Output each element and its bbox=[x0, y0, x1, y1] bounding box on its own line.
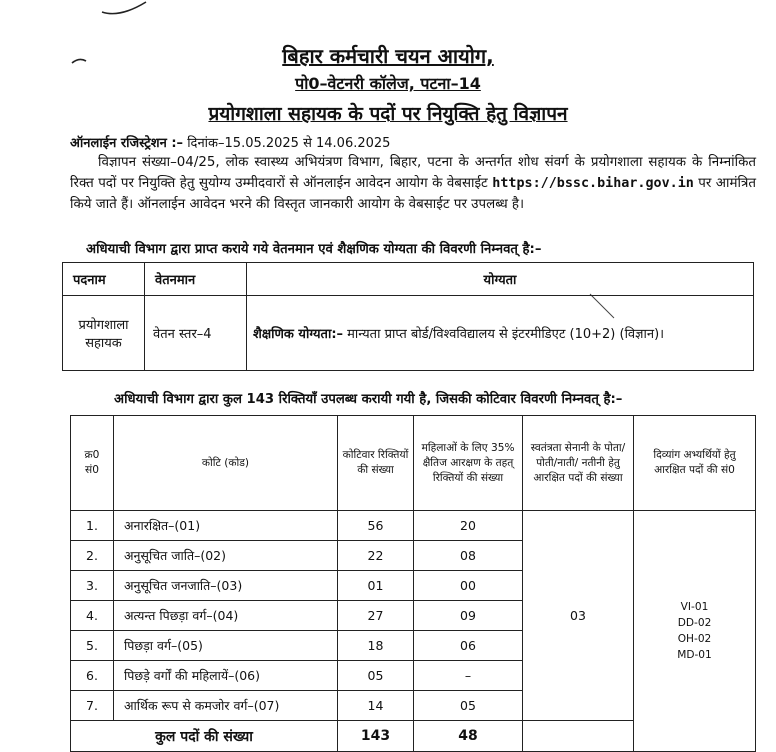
registration-label: ऑनलाईन रजिस्ट्रेशन :– bbox=[70, 136, 184, 151]
intro-text-part2: पर आमंत्रित किये जाते हैं। ऑनलाईन आवेदन भरने की विस्तृत जानकारी आयोग के वेबसाईट पर उपलब्ध है। bbox=[70, 176, 756, 212]
row-sno: 7. bbox=[71, 691, 114, 721]
header-sno bbox=[71, 416, 114, 511]
divyang-md: MD-01 bbox=[677, 649, 712, 661]
qualification-row bbox=[63, 296, 754, 371]
qualification-table bbox=[62, 262, 754, 371]
row-vacancies: 22 bbox=[338, 541, 414, 571]
row-category: अनारक्षित–(01) bbox=[114, 511, 338, 541]
row-sno: 6. bbox=[71, 661, 114, 691]
divyang-oh: OH-02 bbox=[677, 633, 712, 645]
vacancy-table bbox=[70, 415, 756, 752]
row-women: 08 bbox=[414, 541, 523, 571]
qualification-cell bbox=[247, 296, 754, 371]
registration-line bbox=[70, 133, 390, 151]
row-category: अनुसूचित जनजाति–(03) bbox=[114, 571, 338, 601]
post-name-line1: प्रयोगशाला bbox=[78, 318, 129, 333]
post-name-line2: सहायक bbox=[85, 336, 122, 351]
row-category: पिछड़े वर्गों की महिलायें–(06) bbox=[114, 661, 338, 691]
post-name-cell bbox=[63, 296, 145, 371]
registration-dates: दिनांक–15.05.2025 से 14.06.2025 bbox=[187, 136, 391, 151]
header-vacancies: कोटिवार रिक्तियों की संख्या bbox=[338, 416, 414, 511]
intro-text-part1: विज्ञापन संख्या–04/25, लोक स्वास्थ्य अभियंत्रण विभाग, बिहार, पटना के अन्तर्गत शोध संवर्ग के प्रयोगशाला सहायक के निम्नांकित रिक्त पदों पर नियुक्ति हेतु सुयोग्य उम्मीदवारों से ऑनलाईन आवेदन आयोग के वेबसाईट bbox=[70, 155, 756, 191]
total-label: कुल पदों की संख्या bbox=[71, 721, 338, 752]
header-divyang: दिव्यांग अभ्यर्थियों हेतु आरक्षित पदों की सं0 bbox=[634, 416, 756, 511]
header-category: कोटि (कोड) bbox=[114, 416, 338, 511]
row-women: 05 bbox=[414, 691, 523, 721]
divyang-vi: VI-01 bbox=[680, 601, 709, 613]
pen-stroke-mark bbox=[100, 0, 150, 20]
divyang-cell bbox=[634, 511, 756, 752]
intro-paragraph bbox=[70, 152, 756, 215]
total-vacancies: 143 bbox=[338, 721, 414, 752]
row-vacancies: 18 bbox=[338, 631, 414, 661]
row-women: 06 bbox=[414, 631, 523, 661]
total-women: 48 bbox=[414, 721, 523, 752]
header-post: पदनाम bbox=[63, 263, 145, 296]
row-sno: 1. bbox=[71, 511, 114, 541]
header-pay: वेतनमान bbox=[145, 263, 247, 296]
row-vacancies: 27 bbox=[338, 601, 414, 631]
row-vacancies: 14 bbox=[338, 691, 414, 721]
divyang-dd: DD-02 bbox=[677, 617, 712, 629]
vacancy-header-row bbox=[71, 416, 756, 511]
qualification-text: मान्यता प्राप्त बोर्ड/विश्वविद्यालय से इंटरमीडिएट (10+2) (विज्ञान)। bbox=[347, 327, 665, 342]
row-category: अनुसूचित जाति–(02) bbox=[114, 541, 338, 571]
row-women: 09 bbox=[414, 601, 523, 631]
row-sno: 2. bbox=[71, 541, 114, 571]
row-vacancies: 56 bbox=[338, 511, 414, 541]
website-link[interactable]: https://bssc.bihar.gov.in bbox=[492, 176, 694, 191]
header-sno-line2: सं0 bbox=[85, 464, 99, 476]
vacancy-intro: अधियाची विभाग द्वारा कुल 143 रिक्तियाँ उपलब्ध करायी गयी है, जिसकी कोटिवार विवरणी निम्नवत् है:– bbox=[114, 392, 623, 407]
row-category: आर्थिक रूप से कमजोर वर्ग–(07) bbox=[114, 691, 338, 721]
row-sno: 4. bbox=[71, 601, 114, 631]
row-women: 20 bbox=[414, 511, 523, 541]
row-women: 00 bbox=[414, 571, 523, 601]
pay-level-cell: वेतन स्तर–4 bbox=[145, 296, 247, 371]
row-category: अत्यन्त पिछड़ा वर्ग–(04) bbox=[114, 601, 338, 631]
row-women: – bbox=[414, 661, 523, 691]
row-sno: 5. bbox=[71, 631, 114, 661]
header-qualification: योग्यता bbox=[247, 263, 754, 296]
advertisement-title: प्रयोगशाला सहायक के पदों पर नियुक्ति हेतु विज्ञापन bbox=[208, 103, 568, 125]
header-freedom-fighter: स्वतंत्रता सेनानी के पोता/पोती/नाती/ नतीनी हेतु आरक्षित पदों की संख्या bbox=[523, 416, 634, 511]
freedom-fighter-cell: 03 bbox=[523, 511, 634, 721]
qualification-intro: अधियाची विभाग द्वारा प्राप्त कराये गये वेतनमान एवं शैक्षणिक योग्यता की विवरणी निम्नवत् है:– bbox=[86, 242, 542, 257]
total-freedom-fighter-empty bbox=[523, 721, 634, 752]
table-row bbox=[71, 511, 756, 541]
row-sno: 3. bbox=[71, 571, 114, 601]
qualification-label: शैक्षणिक योग्यता:– bbox=[253, 327, 344, 342]
header-sno-line1: क्र0 bbox=[84, 449, 100, 461]
row-category: पिछड़ा वर्ग–(05) bbox=[114, 631, 338, 661]
organization-name: बिहार कर्मचारी चयन आयोग, bbox=[282, 44, 494, 68]
header-women: महिलाओं के लिए 35% क्षैतिज आरक्षण के तहत् रिक्तियों की संख्या bbox=[414, 416, 523, 511]
organization-address: पो0–वेटनरी कॉलेज, पटना–14 bbox=[295, 74, 481, 93]
qualification-header-row bbox=[63, 263, 754, 296]
row-vacancies: 01 bbox=[338, 571, 414, 601]
row-vacancies: 05 bbox=[338, 661, 414, 691]
